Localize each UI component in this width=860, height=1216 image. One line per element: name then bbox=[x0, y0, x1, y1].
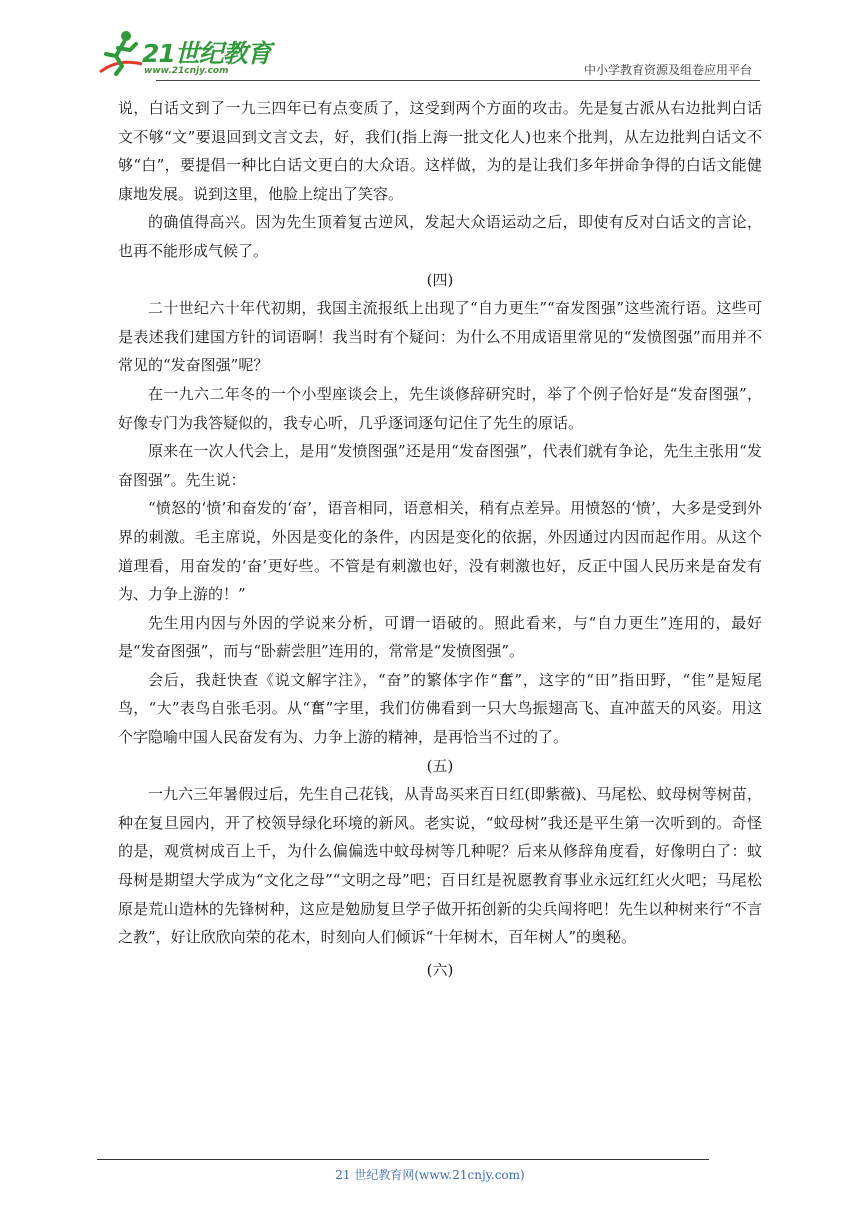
paragraph: “愤怒的‘愤’和奋发的‘奋’，语音相同，语意相关，稍有点差异。用愤怒的‘愤’，大多是受到外界的刺激。毛主席说，外因是变化的条件，内因是变化的依据，外因通过内因而起作用。从这个道理看，用奋发的‘奋’更好些。不管是有刺激也好，没有刺激也好，反正中国人民历来是奋发有为、力争上游的！” bbox=[118, 499, 762, 604]
logo-url: www.21cnjy.com bbox=[144, 66, 229, 76]
paragraph: 二十世纪六十年代初期，我国主流报纸上出现了“自力更生”“奋发图强”这些流行语。这些可是表述我们建国方针的词语啊！我当时有个疑问：为什么不用成语里常见的“发愤图强”而用并不常见的“发奋图强”呢？ bbox=[118, 299, 762, 375]
paragraph: 原来在一次人代会上，是用“发愤图强”还是用“发奋图强”，代表们就有争论，先生主张用“发奋图强”。先生说： bbox=[118, 442, 762, 489]
paragraph: 在一九六二年冬的一个小型座谈会上，先生谈修辞研究时，举了个例子恰好是“发奋图强”，好像专门为我答疑似的，我专心听，几乎逐词逐句记住了先生的原话。 bbox=[118, 384, 762, 432]
header-divider bbox=[156, 80, 760, 81]
section-heading: (六) bbox=[426, 960, 454, 979]
runner-logo-icon bbox=[96, 28, 144, 78]
article-body bbox=[118, 94, 762, 984]
section-heading: (四) bbox=[426, 270, 454, 289]
paragraph: 一九六三年暑假过后，先生自己花钱，从青岛买来百日红(即紫薇)、马尾松、蚊母树等树苗，种在复旦园内，开了校领导绿化环境的新风。老实说，“蚊母树”我还是平生第一次听到的。奇怪的是，观赏树成百上千，为什么偏偏选中蚊母树等几种呢？后来从修辞角度看，好像明白了：蚊母树是期望大学成为“文化之母”“文明之母”吧；百日红是祝愿教育事业永远红红火火吧；马尾松原是荒山造林的先锋树种，这应是勉励复旦学子做开拓创新的尖兵闯将吧！先生以种树来行“不言之教”，好让欣欣向荣的花木，时刻向人们倾诉“十年树木，百年树人”的奥秘。 bbox=[118, 785, 762, 947]
page-header bbox=[96, 28, 760, 82]
logo bbox=[96, 28, 271, 80]
footer-divider bbox=[97, 1159, 709, 1160]
section-heading: (五) bbox=[426, 756, 454, 775]
paragraph: 先生用内因与外因的学说来分析，可谓一语破的。照此看来，与“自力更生”连用的，最好是“发奋图强”，而与“卧薪尝胆”连用的，常常是“发愤图强”。 bbox=[118, 613, 762, 661]
logo-text: 21世纪教育 bbox=[142, 39, 271, 68]
platform-label: 中小学教育资源及组卷应用平台 bbox=[583, 63, 752, 77]
footer-link[interactable]: 21 世纪教育网(www.21cnjy.com) bbox=[335, 1168, 525, 1182]
paragraph: 会后，我赶快查《说文解字注》，“奋”的繁体字作“奮”，这字的“田”指田野，“隹”是短尾鸟，“大”表鸟自张毛羽。从“奮”字里，我们仿佛看到一只大鸟振翅高飞、直冲蓝天的风姿。用这个字隐喻中国人民奋发有为、力争上游的精神，是再恰当不过的了。 bbox=[118, 670, 762, 747]
paragraph: 说，白话文到了一九三四年已有点变质了，这受到两个方面的攻击。先是复古派从右边批判白话文不够“文”要退回到文言文去，好，我们(指上海一批文化人)也来个批判，从左边批判白话文不够“白”，要提倡一种比白话文更白的大众语。这样做，为的是让我们多年拼命争得的白话文能健康地发展。说到这里，他脸上绽出了笑容。 bbox=[118, 99, 762, 203]
paragraph: 的确值得高兴。因为先生顶着复古逆风，发起大众语运动之后，即使有反对白话文的言论，也再不能形成气候了。 bbox=[118, 213, 762, 260]
